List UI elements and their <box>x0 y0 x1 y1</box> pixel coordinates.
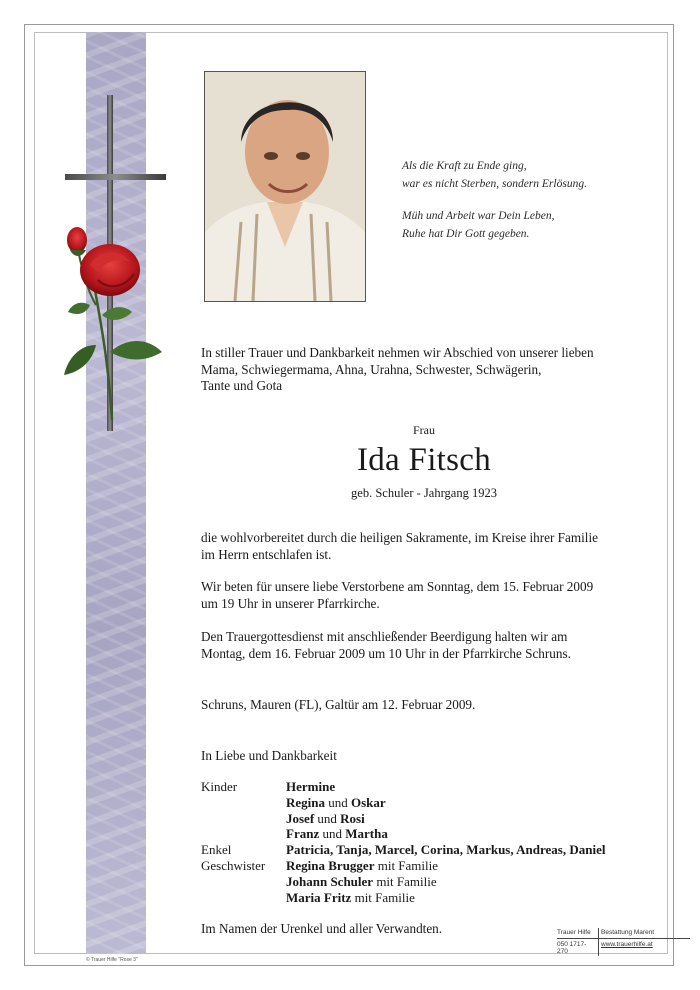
cross-rose-icon <box>50 90 180 435</box>
geschwister-row <box>201 858 651 874</box>
kinder-row <box>201 795 651 811</box>
kinder-row <box>201 779 651 795</box>
child-partner-name: Oskar <box>351 794 386 810</box>
family-list <box>201 779 651 905</box>
kinder-row <box>201 826 651 842</box>
paragraph-line: die wohlvorbereitet durch die heiligen Sakramente, im Kreise ihrer Familie <box>201 530 598 545</box>
firm-name-left: Trauer Hilfe <box>557 929 591 936</box>
paragraph-line: Wir beten für unsere liebe Verstorbene am Sonntag, dem 15. Februar 2009 <box>201 579 594 594</box>
child-partner-name: Martha <box>345 826 388 842</box>
with-family-text: mit Familie <box>377 857 439 873</box>
paragraph-line: im Herrn entschlafen ist. <box>201 546 332 562</box>
poem-line: war es nicht Sterben, sondern Erlösung. <box>402 178 587 190</box>
salutation: Frau <box>413 423 435 437</box>
kinder-label: Kinder <box>201 779 238 794</box>
poem <box>402 157 587 243</box>
paragraph-sacraments <box>201 530 651 563</box>
paragraph-funeral <box>201 629 651 662</box>
child-partner-name: Rosi <box>340 810 365 826</box>
enkel-row <box>201 842 651 858</box>
and-text: und <box>322 826 342 842</box>
sibling-name: Regina Brugger <box>286 857 375 873</box>
deceased-name: Ida Fitsch <box>356 442 492 478</box>
birth-info: geb. Schuler - Jahrgang 1923 <box>351 486 497 500</box>
child-name: Franz <box>286 826 320 842</box>
closing-text: Im Namen der Urenkel und aller Verwandten. <box>201 921 443 936</box>
poem-line: Müh und Arbeit war Dein Leben, <box>402 210 555 222</box>
intro-text <box>201 345 651 395</box>
and-text: und <box>328 794 348 810</box>
divider <box>557 938 690 939</box>
paragraph-line: Den Trauergottesdienst mit anschließender Beerdigung halten wir am <box>201 629 568 644</box>
poem-line: Ruhe hat Dir Gott gegeben. <box>402 228 530 240</box>
firm-website-link[interactable]: www.trauerhilfe.at <box>601 941 653 948</box>
paragraph-line: um 19 Uhr in unserer Pfarrkirche. <box>201 595 380 611</box>
child-name: Hermine <box>286 779 336 794</box>
sibling-name: Maria Fritz <box>286 889 352 905</box>
firm-phone: 050 1717-270 <box>557 941 587 955</box>
sibling-name: Johann Schuler <box>286 873 374 889</box>
and-text: und <box>317 810 337 826</box>
place-date: Schruns, Mauren (FL), Galtür am 12. Februar 2009. <box>201 697 476 712</box>
grandchildren-names: Patricia, Tanja, Marcel, Corina, Markus, Andreas, Daniel <box>286 842 606 858</box>
geschwister-label: Geschwister <box>201 857 266 873</box>
geschwister-row <box>201 874 651 890</box>
with-family-text: mit Familie <box>376 873 437 889</box>
intro-line: Tante und Gota <box>201 378 283 393</box>
with-family-text: mit Familie <box>354 889 415 905</box>
child-name: Josef <box>286 810 315 826</box>
firm-name-right: Bestattung Marent <box>601 929 655 936</box>
intro-line: Mama, Schwiegermama, Ahna, Urahna, Schwester, Schwägerin, <box>201 361 542 377</box>
family-heading: In Liebe und Dankbarkeit <box>201 748 337 763</box>
enkel-label: Enkel <box>201 842 232 858</box>
kinder-row <box>201 811 651 827</box>
child-name: Regina <box>286 794 325 810</box>
divider <box>598 928 599 956</box>
poem-line: Als die Kraft zu Ende ging, <box>402 160 527 172</box>
paragraph-prayer <box>201 579 651 612</box>
copyright-note: © Trauer Hilfe "Rose 3" <box>86 957 138 963</box>
intro-line: In stiller Trauer und Dankbarkeit nehmen wir Abschied von unserer lieben <box>201 345 594 360</box>
portrait-photo <box>204 71 366 302</box>
paragraph-line: Montag, dem 16. Februar 2009 um 10 Uhr in der Pfarrkirche Schruns. <box>201 645 571 661</box>
geschwister-row <box>201 890 651 906</box>
